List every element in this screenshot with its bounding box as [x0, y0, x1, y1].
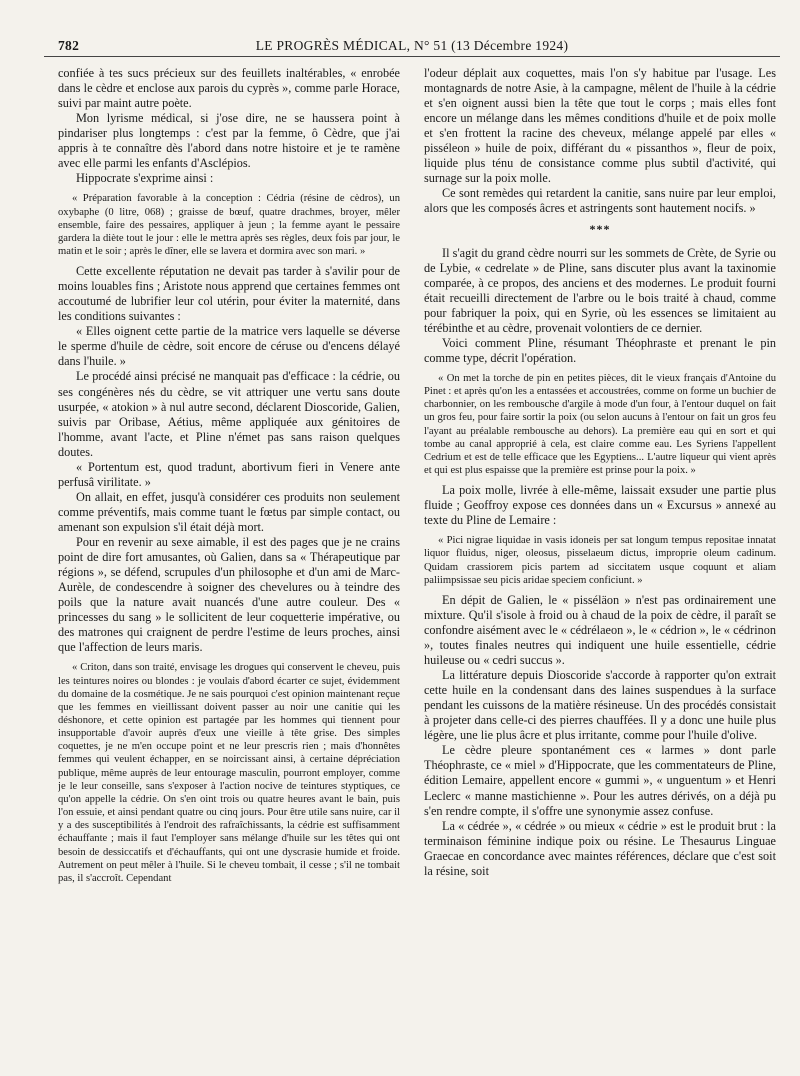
paragraph: « Portentum est, quod tradunt, abortivum fieri in Venere ante perfusâ virilitate. » — [58, 459, 400, 489]
paragraph: La littérature depuis Dioscoride s'accorde à rapporter qu'on extrait cette huile en la condensant dans des laines suspendues à la surface pendant les cuissons de la matière résineuse. Un des procédés consistait à projeter dans celle-ci des pierres chauffées. Il y a donc une huile plus légère, une lie plus âcre et plus irritante, comme pour l'huile d'olive. — [424, 668, 776, 743]
paragraph: La « cédrée », « cédrée » ou mieux « cédrie » est le produit brut : la terminaison féminine indique poix ou résine. Le Thesaurus Linguae Graecae en concordance avec maintes références, déclare que c'est soit la résine, soit — [424, 818, 776, 878]
quote: « Criton, dans son traité, envisage les drogues qui conservent le cheveu, puis les teintures noires ou blondes : je voulais d'abord écarter ce sujet, évidemment du domaine de la cosmétique. Je ne sais pourquoi c'est opinion maintenant reçue que les femmes en vieillissant doivent passer au noir une canitie qui les déshonore, et cette opinion est partagée par les hommes qui tiennent pour insupportable d'avoir auprès d'eux une vieille à tête grise. Des simples coquettes, je ne m'en occupe point et ne leur prescris rien ; mais d'honnêtes femmes qui veulent échapper, en se noircissant ainsi, à certaine dépréciation publique, même auprès de leur entourage masculin, pourront employer, comme je le leur conseille, sans s'exposer à l'action nocive de teintures styptiques, ce qu'on appelle la cédrie. On s'en oint trois ou quatre heures avant le bain, puis l'on essuie, et ainsi pendant quatre ou cinq jours. Pour être utile sans nuire, car il y a des susceptibilités à l'endroit des rafraîchissants, la cédrie est suffisamment échauffante ; mais il faut l'employer sans mélange d'huile sur les têtes qui ont besoin de dessiccatifs et d'échauffants, qui ont une dyscrasie humide et froide. Autrement on peut mêler à l'huile. Si le cheveu tombait, il cesse ; s'il ne tombait pas, il s'accroît. Cependant — [58, 662, 400, 884]
right-column — [424, 66, 776, 1068]
quote: « Préparation favorable à la conception : Cédria (résine de cèdros), un oxybaphe (0 litre, 068) ; graisse de bœuf, quatre drachmes, broyer, mêler ensemble, faire des pessaires, appliquer à jeun ; la femme ayant le pessaire gardera la diète tout le jour : elle le mettra après ses règles, deux fois par jour, le matin et le soir ; après le dîner, elle se lavera et dormira avec son mari. » — [58, 193, 400, 257]
quote: « On met la torche de pin en petites pièces, dit le vieux français d'Antoine du Pinet : et après qu'on les a entassées et accoustrées, comme on forme un buchier de charbonnier, on les rembousche d'argile à mode d'un four, à l'entour duquel on fait un gros feu, pour faire sortir la poix (ou selon aucuns à l'entour on fait un gros feu l'ayant au préalable rembousche au dehors). La première eau qui en sort et qui tombe au canal approprié à cela, est claire comme eau. Les Syriens l'appellent Cedrium et est de telle efficace que les Egyptiens... L'autre liqueur qui vient après et qui est plus espaisse que la première est prinse pour la poix. » — [424, 372, 776, 476]
paragraph: Le procédé ainsi précisé ne manquait pas d'efficace : la cédrie, ou ses congénères nés du cèdre, se vit attriquer une vertu sans doute usurpée, « atokion » à nul autre second, déclarent Dioscoride, Galien, suivis par Oribase, Aétius, même appliquée aux génitoires de l'homme, avant l'acte, et Pline n'émet pas sans raison quelques doutes. — [58, 369, 400, 459]
running-head: LE PROGRÈS MÉDICAL, N° 51 (13 Décembre 1924) — [255, 38, 569, 53]
paragraph: Hippocrate s'exprime ainsi : — [76, 171, 214, 186]
paragraph: Il s'agit du grand cèdre nourri sur les sommets de Crète, de Syrie ou de Lybie, « cedrelate » de Pline, sans discuter plus avant la taxinomie comparée, à ce propos, des anciens et des modernes. Le produit fourni était recueilli directement de l'arbre ou le bois traité à chaud, comme pour fabriquer la poix, qui en Syrie, où les essences se limitaient au térébinthe et au cèdre, provenait volontiers de ce dernier. — [424, 245, 776, 335]
paragraph: Le cèdre pleure spontanément ces « larmes » dont parle Théophraste, ce « miel » d'Hippocrate, que les commentateurs de Pline, édition Lemaire, appellent encore « gummi », « unguentum » et Henri Leclerc « manne mastichienne ». Pour les autres dérivés, on a déjà pu s'en rendre compte, il s'offre une synonymie assez confuse. — [424, 743, 776, 818]
paragraph: Pour en revenir au sexe aimable, il est des pages que je ne crains point de dire fort amusantes, où Galien, dans sa « Thérapeutique par régions », se défend, scrupules d'un philosophe et d'un ami de Marc-Aurèle, de condescendre à soigner des chevelures ou à teindre des poils que la nature avait nuancés d'une autre couleur. Des « princesses du sang » le sollicitent de leur coquetterie impérative, ou des matrones qui craignent de perdre l'estime de leurs proches, ainsi que l'affection de leurs maris. — [58, 535, 400, 655]
paragraph: Voici comment Pline, résumant Théophraste et prenant le pin comme type, décrit l'opération. — [424, 335, 776, 365]
left-column — [58, 66, 400, 1068]
paragraph: confiée à tes sucs précieux sur des feuillets inaltérables, « enrobée dans le cèdre et enclose aux parois du cyprès », comme parle Horace, suivi par maint autre poète. — [58, 66, 400, 111]
quote: « Pici nigrae liquidae in vasis idoneis per sat longum tempus repositae innatat liquor fluidus, niger, oleosus, pisselaeum dictus, improprie oleum cadinum. Quidam crassiorem picis partem ad siccitatem usque coquunt et aliam paliimpsissae seu picis aridae speciem conficiunt. » — [424, 535, 776, 586]
page-header — [44, 34, 780, 57]
paragraph: Cette excellente réputation ne devait pas tarder à s'avilir pour de moins louables fins ; Aristote nous apprend que certaines femmes ont accoutumé de lubrifier leur col utérin, pour éviter la maternité, dans les conditions suivantes : — [58, 264, 400, 324]
paragraph: La poix molle, livrée à elle-même, laissait exsuder une partie plus fluide ; Geoffroy expose ces données dans un « Excursus » annexé au texte du Pline de Lemaire : — [424, 483, 776, 528]
paragraph: l'odeur déplait aux coquettes, mais l'on s'y habitue par l'usage. Les montagnards de notre Asie, à la campagne, mêlent de l'huile à la cédrie et s'en oignent aussi bien la tête que tout le corps ; mais elles font encore un mélange dans les mêmes conditions d'huile et de poix molle et s'en frottent la racine des cheveux, mélange appelé par elles « pisséleon » huile de poix, différant du « pissanthos », fleur de poix, liquide plus ténu de consistance comme plus subtil d'activité, qui surnage sur la poix molle. — [424, 66, 776, 186]
section-separator: *** — [589, 222, 611, 237]
paragraph: En dépit de Galien, le « pisséläon » n'est pas ordinairement une mixture. Qu'il s'isole à froid ou à chaud de la poix de cèdre, il paraît se confondre aisément avec le « cédrélaeon », le « cédrion », le « cédrinon », toutes finales neutres qui indiquent une huile essentielle, cédrie huileuse ou « cedri succus ». — [424, 592, 776, 668]
paragraph: « Elles oignent cette partie de la matrice vers laquelle se déverse le sperme d'huile de cèdre, soit encore de céruse ou d'encens délayé dans l'huile. » — [58, 324, 400, 369]
paragraph: Ce sont remèdes qui retardent la canitie, sans nuire par leur emploi, alors que les composés âcres et astringents sont hautement nocifs. » — [424, 186, 776, 216]
paragraph: On allait, en effet, jusqu'à considérer ces produits non seulement comme préventifs, mais comme tuant le fœtus par simple contact, ou amenant son expulsion s'il était déjà mort. — [58, 489, 400, 534]
page-number: 782 — [58, 38, 80, 53]
paragraph: Mon lyrisme médical, si j'ose dire, ne se haussera point à pindariser plus longtemps : c'est par la femme, ô Cèdre, que j'ai appris à te connaître dès l'abord dans notre histoire et je te ramène avec elle parmi les enfants d'Asclépios. — [58, 111, 400, 171]
